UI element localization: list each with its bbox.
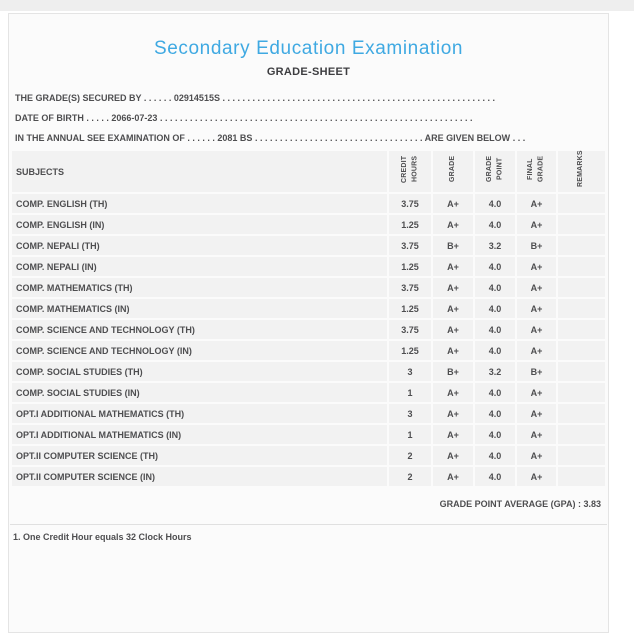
header-row xyxy=(12,151,605,192)
table-row xyxy=(12,194,605,213)
subject-cell: COMP. NEPALI (IN) xyxy=(12,257,387,276)
grade-table xyxy=(10,149,607,488)
grade-point-cell: 4.0 xyxy=(475,278,515,297)
final-grade-cell: A+ xyxy=(517,194,556,213)
info-label: IN THE ANNUAL SEE EXAMINATION OF xyxy=(15,133,185,143)
table-row xyxy=(12,320,605,339)
grade-cell: A+ xyxy=(433,425,473,444)
remarks-label: REMARKS xyxy=(577,150,585,187)
table-row xyxy=(12,362,605,381)
credit-hours-cell: 3.75 xyxy=(389,278,431,297)
column-header-final-grade xyxy=(517,151,556,192)
remarks-cell xyxy=(558,320,605,339)
date-of-birth-value: 2066-07-23 xyxy=(111,113,158,123)
candidate-info xyxy=(10,88,607,148)
final-grade-cell: A+ xyxy=(517,299,556,318)
table-row xyxy=(12,467,605,486)
credit-hours-cell: 3 xyxy=(389,404,431,423)
subject-cell: OPT.I ADDITIONAL MATHEMATICS (TH) xyxy=(12,404,387,423)
table-row xyxy=(12,236,605,255)
grade-point-cell: 4.0 xyxy=(475,467,515,486)
final-grade-cell: A+ xyxy=(517,278,556,297)
grade-table-body xyxy=(12,194,605,486)
grade-point-cell: 4.0 xyxy=(475,194,515,213)
credit-hours-cell: 1 xyxy=(389,383,431,402)
subject-cell: OPT.II COMPUTER SCIENCE (IN) xyxy=(12,467,387,486)
final-grade-cell: A+ xyxy=(517,467,556,486)
final-grade-cell: A+ xyxy=(517,257,556,276)
remarks-cell xyxy=(558,278,605,297)
final-grade-cell: A+ xyxy=(517,383,556,402)
grade-point-cell: 3.2 xyxy=(475,236,515,255)
remarks-cell xyxy=(558,236,605,255)
credit-hours-cell: 1.25 xyxy=(389,299,431,318)
grade-point-cell: 4.0 xyxy=(475,299,515,318)
credit-hours-cell: 1.25 xyxy=(389,257,431,276)
remarks-cell xyxy=(558,299,605,318)
final-grade-cell: A+ xyxy=(517,320,556,339)
grade-point-cell: 4.0 xyxy=(475,341,515,360)
credit-hours-cell: 1.25 xyxy=(389,341,431,360)
info-line-grades-secured-by xyxy=(10,88,607,108)
grade-sheet-card xyxy=(8,13,609,633)
symbol-number-value: 02914515S xyxy=(173,93,220,103)
subject-cell: COMP. ENGLISH (IN) xyxy=(12,215,387,234)
info-line-date-of-birth xyxy=(10,108,607,128)
subject-cell: COMP. MATHEMATICS (IN) xyxy=(12,299,387,318)
grade-point-cell: 4.0 xyxy=(475,257,515,276)
grade-point-cell: 4.0 xyxy=(475,320,515,339)
remarks-cell xyxy=(558,467,605,486)
credit-hours-cell: 1 xyxy=(389,425,431,444)
dotted-filler: . . . . . . . . . . . . . . . . . . . . . . . . . . . . . . . . . . xyxy=(254,133,423,143)
table-row xyxy=(12,446,605,465)
grade-cell: A+ xyxy=(433,341,473,360)
remarks-cell xyxy=(558,446,605,465)
info-suffix: ARE GIVEN BELOW xyxy=(424,133,511,143)
grade-cell: A+ xyxy=(433,446,473,465)
grade-cell: A+ xyxy=(433,278,473,297)
remarks-cell xyxy=(558,383,605,402)
final-grade-cell: A+ xyxy=(517,341,556,360)
subject-cell: COMP. SOCIAL STUDIES (TH) xyxy=(12,362,387,381)
grade-cell: B+ xyxy=(433,236,473,255)
page-title: Secondary Education Examination xyxy=(153,38,464,59)
grade-cell: A+ xyxy=(433,257,473,276)
subject-cell: COMP. SOCIAL STUDIES (IN) xyxy=(12,383,387,402)
grade-cell: A+ xyxy=(433,320,473,339)
final-grade-cell: A+ xyxy=(517,425,556,444)
column-header-subjects: SUBJECTS xyxy=(12,151,387,192)
grade-point-cell: 4.0 xyxy=(475,215,515,234)
page-top-strip xyxy=(0,0,634,11)
final-grade-cell: A+ xyxy=(517,215,556,234)
dotted-filler: . . . . . . xyxy=(187,133,215,143)
credit-hours-cell: 2 xyxy=(389,467,431,486)
grade-cell: A+ xyxy=(433,467,473,486)
grade-point-cell: 3.2 xyxy=(475,362,515,381)
grade-sheet-heading: GRADE-SHEET xyxy=(266,66,351,78)
subject-cell: COMP. SCIENCE AND TECHNOLOGY (IN) xyxy=(12,341,387,360)
final-grade-cell: A+ xyxy=(517,446,556,465)
column-header-remarks xyxy=(558,151,605,192)
final-grade-cell: B+ xyxy=(517,362,556,381)
divider xyxy=(10,524,607,525)
table-row xyxy=(12,257,605,276)
dotted-filler: . . . . . . xyxy=(143,93,172,103)
dotted-filler: . . . xyxy=(512,133,526,143)
grade-point-cell: 4.0 xyxy=(475,425,515,444)
column-header-credit-hours xyxy=(389,151,431,192)
info-label: THE GRADE(S) SECURED BY xyxy=(15,93,142,103)
final-grade-cell: B+ xyxy=(517,236,556,255)
remarks-cell xyxy=(558,257,605,276)
grade-cell: B+ xyxy=(433,362,473,381)
remarks-cell xyxy=(558,194,605,213)
dotted-filler: . . . . . . . . . . . . . . . . . . . . . . . . . . . . . . . . . . . . . . . . . . . . . . . . . . . . . . . xyxy=(222,93,496,103)
credit-hours-cell: 3 xyxy=(389,362,431,381)
final-grade-cell: A+ xyxy=(517,404,556,423)
footnote-credit-hour: 1. One Credit Hour equals 32 Clock Hours xyxy=(13,532,192,542)
grade-label: GRADE xyxy=(448,155,456,183)
table-row xyxy=(12,278,605,297)
dotted-filler: . . . . . . . . . . . . . . . . . . . . . . . . . . . . . . . . . . . . . . . . . . . . . . . . . . . . . . . . . . . . . . . xyxy=(159,113,473,123)
grade-point-cell: 4.0 xyxy=(475,404,515,423)
remarks-cell xyxy=(558,425,605,444)
column-header-grade xyxy=(433,151,473,192)
credit-hours-cell: 3.75 xyxy=(389,320,431,339)
table-row xyxy=(12,404,605,423)
grade-cell: A+ xyxy=(433,299,473,318)
gpa-summary: GRADE POINT AVERAGE (GPA) : 3.83 xyxy=(439,499,601,509)
info-line-examination-year xyxy=(10,128,607,148)
subject-cell: OPT.II COMPUTER SCIENCE (TH) xyxy=(12,446,387,465)
subject-cell: COMP. ENGLISH (TH) xyxy=(12,194,387,213)
grade-point-cell: 4.0 xyxy=(475,383,515,402)
grade-table-header xyxy=(12,151,605,192)
subject-cell: COMP. MATHEMATICS (TH) xyxy=(12,278,387,297)
grade-cell: A+ xyxy=(433,215,473,234)
grade-cell: A+ xyxy=(433,404,473,423)
subject-cell: COMP. NEPALI (TH) xyxy=(12,236,387,255)
grade-cell: A+ xyxy=(433,383,473,402)
subject-cell: COMP. SCIENCE AND TECHNOLOGY (TH) xyxy=(12,320,387,339)
remarks-cell xyxy=(558,404,605,423)
table-row xyxy=(12,341,605,360)
table-row xyxy=(12,425,605,444)
credit-hours-cell: 2 xyxy=(389,446,431,465)
column-header-grade-point xyxy=(475,151,515,192)
dotted-filler: . . . . . xyxy=(86,113,109,123)
remarks-cell xyxy=(558,215,605,234)
credit-hours-label: CREDIT HOURS xyxy=(400,155,418,183)
grade-point-cell: 4.0 xyxy=(475,446,515,465)
credit-hours-cell: 3.75 xyxy=(389,194,431,213)
table-row xyxy=(12,383,605,402)
final-grade-label: FINAL GRADE xyxy=(527,155,545,183)
table-row xyxy=(12,215,605,234)
info-label: DATE OF BIRTH xyxy=(15,113,84,123)
remarks-cell xyxy=(558,341,605,360)
examination-year-value: 2081 BS xyxy=(217,133,253,143)
subject-cell: OPT.I ADDITIONAL MATHEMATICS (IN) xyxy=(12,425,387,444)
table-row xyxy=(12,299,605,318)
credit-hours-cell: 1.25 xyxy=(389,215,431,234)
credit-hours-cell: 3.75 xyxy=(389,236,431,255)
grade-cell: A+ xyxy=(433,194,473,213)
grade-point-label: GRADE POINT xyxy=(485,155,503,183)
remarks-cell xyxy=(558,362,605,381)
